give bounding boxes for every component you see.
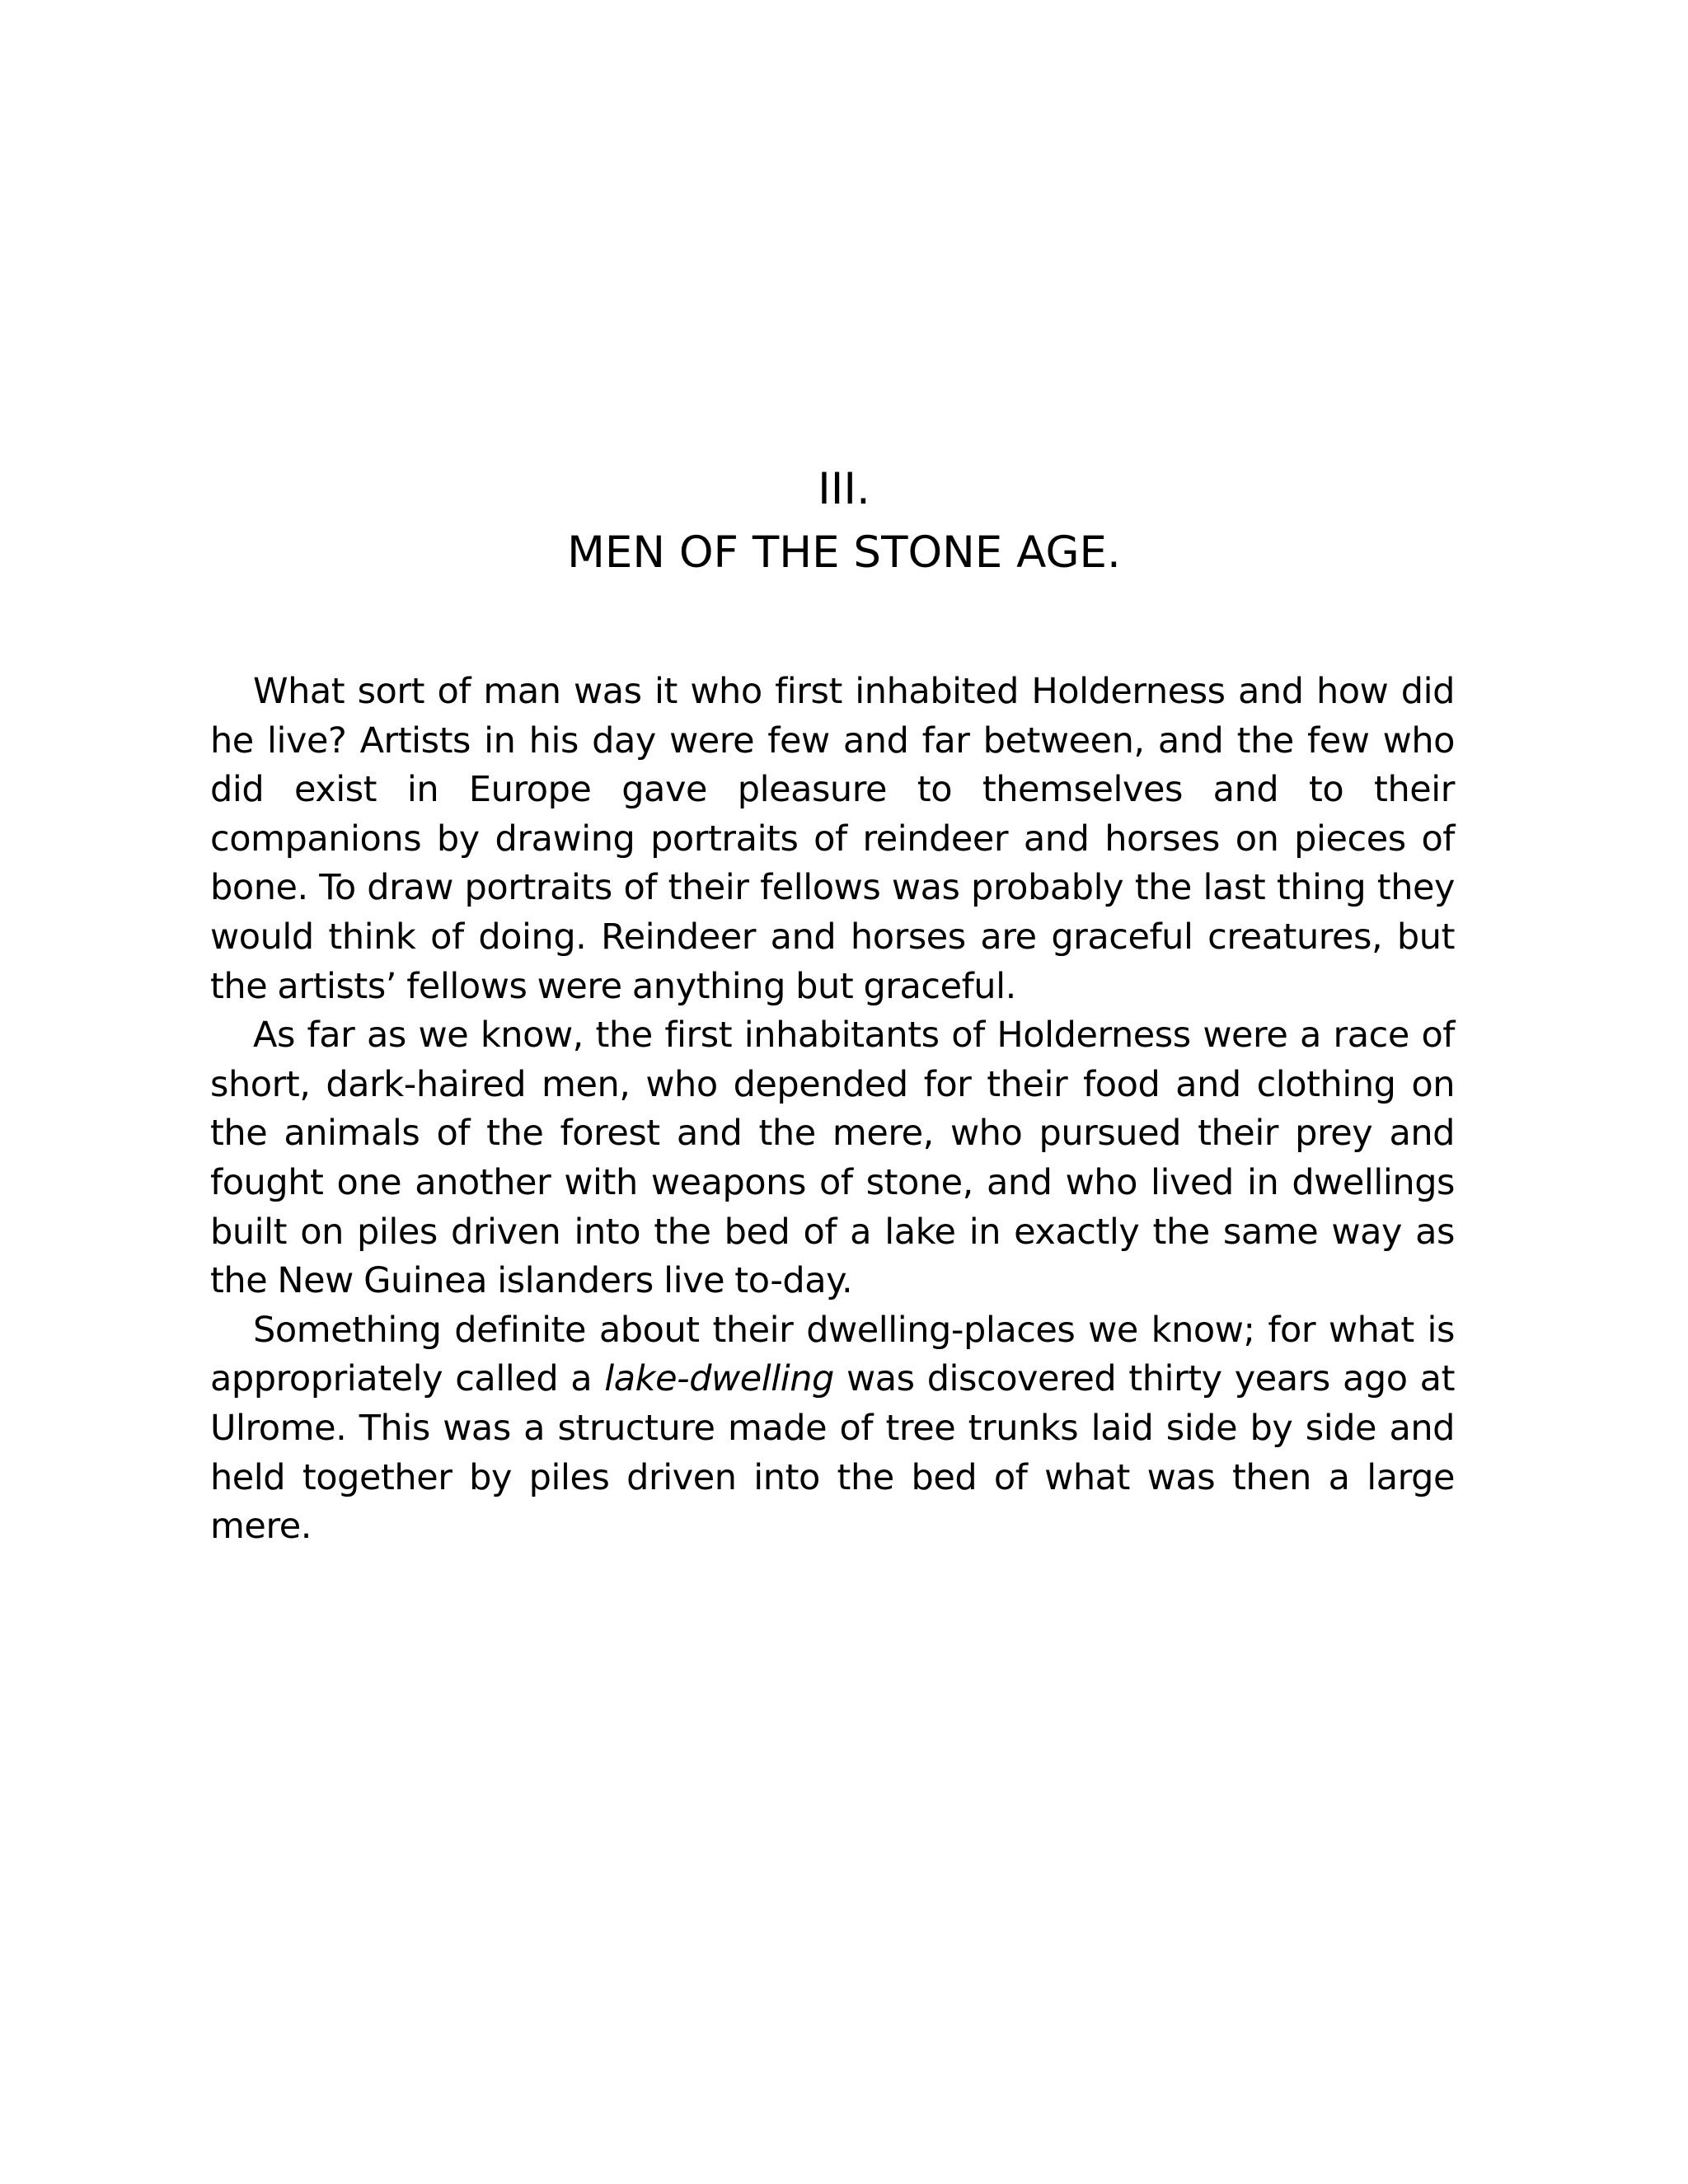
paragraph-1: What sort of man was it who first inhabited Holderness and how did he live? Artists in his day were few and far between, and the few who did exist in Europe gave pleasure to themselves and to their companions by drawing portraits of reindeer and horses on pieces of bone. To draw portraits of their fellows was probably the last thing they would think of doing. Reindeer and horses are graceful creatures, but the artists’ fellows were anything but graceful. <box>210 671 1455 1007</box>
paragraph-3 <box>210 1306 1455 1552</box>
chapter-heading <box>0 457 1688 584</box>
chapter-number: III. <box>818 464 870 514</box>
lake-dwelling-emphasis: lake-dwelling <box>604 1358 834 1400</box>
paragraph-3-part-1: Something definite about their dwelling-places we know; for what is appropriately called a <box>210 1309 1455 1400</box>
chapter-body <box>210 668 1455 1552</box>
chapter-title: MEN OF THE STONE AGE. <box>567 527 1121 578</box>
paragraph-3-part-2: was discovered thirty years ago at Ulrome. This was a structure made of tree trunks laid side by side and held together by piles driven into the bed of what was then a large mere. <box>210 1358 1455 1548</box>
paragraph-2: As far as we know, the first inhabitants of Holderness were a race of short, dark-haired men, who depended for their food and clothing on the animals of the forest and the mere, who pursued their prey and fought one another with weapons of stone, and who lived in dwellings built on piles driven into the bed of a lake in exactly the same way as the New Guinea islanders live to-day. <box>210 1015 1455 1302</box>
